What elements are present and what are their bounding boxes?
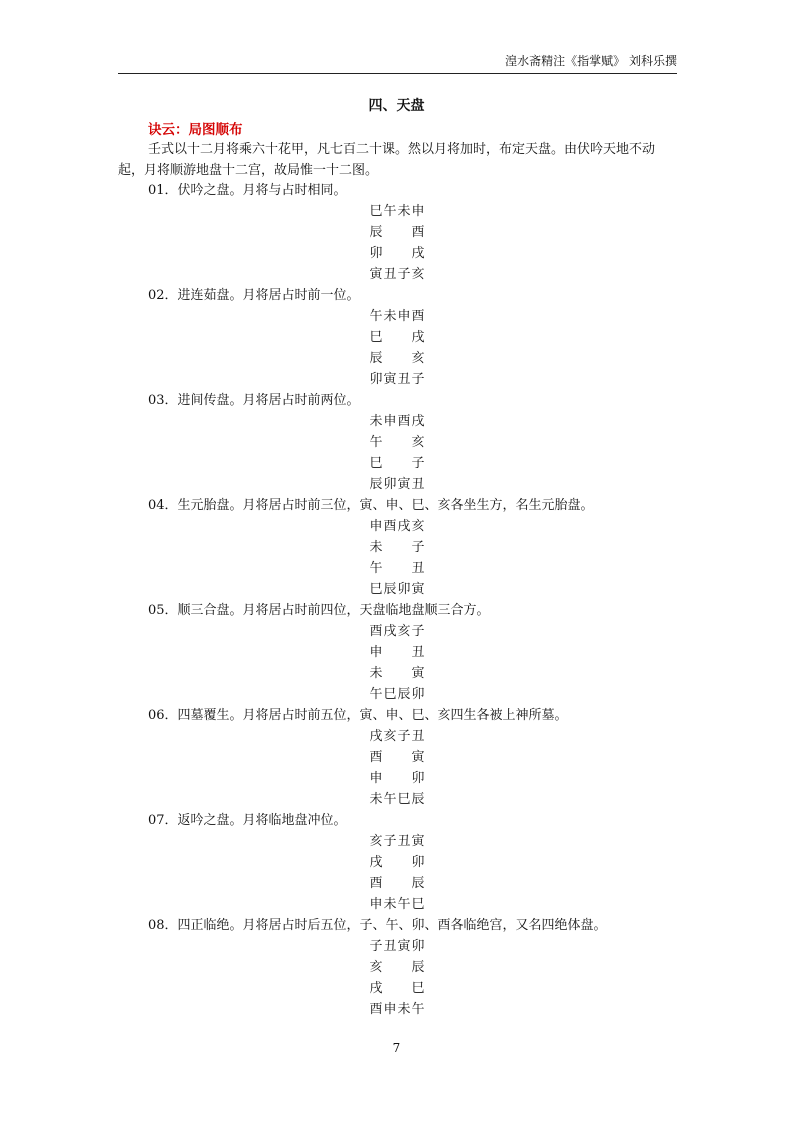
empty-cell (383, 558, 397, 579)
branch-cell: 亥 (369, 960, 383, 975)
branch-cell: 申 (369, 519, 383, 534)
branch-cell: 子 (411, 540, 425, 555)
branch-cell: 子 (369, 939, 383, 954)
branch-cell: 巳 (369, 204, 383, 219)
branch-cell: 寅 (411, 834, 425, 849)
empty-cell (397, 453, 411, 474)
empty-cell (397, 642, 411, 663)
chart-row (369, 978, 425, 999)
empty-cell (383, 873, 397, 894)
empty-cell (397, 327, 411, 348)
branch-cell: 戌 (383, 624, 397, 639)
branch-cell: 寅 (397, 477, 411, 492)
branch-cell: 午 (369, 687, 383, 702)
branch-cell: 未 (397, 204, 411, 219)
branch-cell: 辰 (369, 225, 383, 240)
branch-cell: 卯 (411, 687, 425, 702)
branch-cell: 戌 (411, 330, 425, 345)
branch-cell: 寅 (383, 372, 397, 387)
section-block (0, 915, 793, 1020)
branch-cell: 戌 (411, 246, 425, 261)
branch-cell: 巳 (369, 456, 383, 471)
branch-cell: 午 (383, 204, 397, 219)
branch-cell: 午 (369, 309, 383, 324)
branch-cell: 申 (369, 771, 383, 786)
intro-paragraph: 壬式以十二月将乘六十花甲，凡七百二十课。然以月将加时，布定天盘。由伏吟天地不动起，月将顺游地盘十二宫，故局惟一十二图。 (118, 142, 656, 178)
chart-row (369, 243, 425, 264)
branch-cell: 卯 (383, 477, 397, 492)
chart-row (369, 327, 425, 348)
section-title: 四、天盘 (368, 98, 425, 114)
section-item-title: 01．伏吟之盘。月将与占时相同。 (148, 183, 347, 198)
branch-cell: 丑 (411, 561, 425, 576)
branch-cell: 辰 (397, 687, 411, 702)
empty-cell (397, 957, 411, 978)
branch-cell: 未 (369, 792, 383, 807)
branch-cell: 巳 (411, 897, 425, 912)
empty-cell (383, 852, 397, 873)
empty-cell (397, 978, 411, 999)
branch-cell: 未 (369, 666, 383, 681)
branch-cell: 亥 (383, 729, 397, 744)
empty-cell (383, 747, 397, 768)
chart-row (369, 369, 425, 390)
chart-row (369, 579, 425, 600)
chart-row (369, 663, 425, 684)
empty-cell (383, 243, 397, 264)
empty-cell (383, 663, 397, 684)
branch-cell: 子 (397, 267, 411, 282)
branch-cell: 午 (383, 792, 397, 807)
branch-cell: 子 (411, 456, 425, 471)
branch-cell: 丑 (411, 477, 425, 492)
section-block (0, 600, 793, 705)
branch-cell: 未 (383, 309, 397, 324)
empty-cell (397, 768, 411, 789)
section-block (0, 285, 793, 390)
branch-cell: 午 (397, 897, 411, 912)
branch-cell: 寅 (411, 750, 425, 765)
branch-cell: 子 (383, 834, 397, 849)
branch-cell: 寅 (411, 582, 425, 597)
empty-cell (397, 537, 411, 558)
branch-cell: 午 (369, 435, 383, 450)
branch-cell: 亥 (411, 435, 425, 450)
empty-cell (397, 243, 411, 264)
page-number: 7 (392, 1041, 401, 1055)
branch-cell: 酉 (369, 624, 383, 639)
branch-cell: 戌 (411, 414, 425, 429)
branch-cell: 戌 (369, 981, 383, 996)
chart-row (369, 222, 425, 243)
branch-cell: 申 (369, 645, 383, 660)
chart-row (369, 936, 425, 957)
chart-row (369, 957, 425, 978)
branch-cell: 卯 (411, 939, 425, 954)
chart-row (369, 264, 425, 285)
branch-cell: 卯 (369, 246, 383, 261)
chart-row (369, 474, 425, 495)
branch-cell: 辰 (411, 960, 425, 975)
branch-cell: 巳 (383, 687, 397, 702)
chart-row (369, 201, 425, 222)
branch-cell: 寅 (411, 666, 425, 681)
branch-cell: 丑 (383, 939, 397, 954)
empty-cell (383, 222, 397, 243)
chart-row (369, 999, 425, 1020)
branch-cell: 申 (383, 1002, 397, 1017)
chart-row (369, 642, 425, 663)
branch-cell: 巳 (411, 981, 425, 996)
empty-cell (383, 978, 397, 999)
branch-cell: 子 (411, 372, 425, 387)
running-header: 湟水斋精注《指掌赋》 刘科乐撰 (118, 53, 677, 74)
empty-cell (383, 327, 397, 348)
branch-cell: 酉 (397, 414, 411, 429)
section-block (0, 180, 793, 285)
chart-row (369, 852, 425, 873)
section-block (0, 390, 793, 495)
branch-cell: 午 (411, 1002, 425, 1017)
branch-cell: 午 (369, 561, 383, 576)
branch-cell: 未 (383, 897, 397, 912)
empty-cell (383, 348, 397, 369)
verse-heading: 诀云：局图顺布 (148, 122, 243, 138)
branch-cell: 亥 (411, 519, 425, 534)
branch-cell: 巳 (369, 330, 383, 345)
section-item-title: 02．进连茹盘。月将居占时前一位。 (148, 288, 360, 303)
chart-row (369, 411, 425, 432)
chart-row (369, 621, 425, 642)
empty-cell (383, 432, 397, 453)
branch-cell: 未 (369, 414, 383, 429)
chart-row (369, 726, 425, 747)
branch-cell: 辰 (411, 876, 425, 891)
branch-cell: 酉 (369, 876, 383, 891)
branch-cell: 卯 (369, 372, 383, 387)
branch-cell: 巳 (369, 582, 383, 597)
chart-row (369, 747, 425, 768)
branch-cell: 子 (397, 729, 411, 744)
branch-cell: 寅 (397, 939, 411, 954)
branch-cell: 丑 (397, 834, 411, 849)
section-item-title: 08．四正临绝。月将居占时后五位，子、午、卯、酉各临绝宫，又名四绝体盘。 (148, 918, 607, 933)
chart-row (369, 537, 425, 558)
empty-cell (397, 558, 411, 579)
empty-cell (397, 852, 411, 873)
section-item-title: 05．顺三合盘。月将居占时前四位，天盘临地盘顺三合方。 (148, 603, 490, 618)
branch-cell: 申 (369, 897, 383, 912)
section-block (0, 810, 793, 915)
branch-cell: 丑 (411, 645, 425, 660)
chart-row (369, 432, 425, 453)
empty-cell (397, 747, 411, 768)
branch-cell: 亥 (397, 624, 411, 639)
branch-cell: 丑 (383, 267, 397, 282)
empty-cell (383, 957, 397, 978)
branch-cell: 卯 (397, 582, 411, 597)
branch-cell: 卯 (411, 855, 425, 870)
chart-row (369, 894, 425, 915)
empty-cell (383, 768, 397, 789)
branch-cell: 未 (397, 1002, 411, 1017)
empty-cell (397, 663, 411, 684)
chart-row (369, 768, 425, 789)
branch-cell: 申 (383, 414, 397, 429)
chart-row (369, 684, 425, 705)
branch-cell: 丑 (397, 372, 411, 387)
section-item-title: 06．四墓覆生。月将居占时前五位，寅、申、巳、亥四生各被上神所墓。 (148, 708, 568, 723)
chart-row (369, 789, 425, 810)
branch-cell: 卯 (411, 771, 425, 786)
branch-cell: 巳 (397, 792, 411, 807)
chart-row (369, 831, 425, 852)
section-item-title: 04．生元胎盘。月将居占时前三位，寅、申、巳、亥各坐生方，名生元胎盘。 (148, 498, 594, 513)
chart-row (369, 348, 425, 369)
branch-cell: 酉 (369, 1002, 383, 1017)
branch-cell: 申 (411, 204, 425, 219)
branch-cell: 申 (397, 309, 411, 324)
branch-cell: 辰 (383, 582, 397, 597)
chart-row (369, 453, 425, 474)
branch-cell: 亥 (369, 834, 383, 849)
branch-cell: 酉 (411, 225, 425, 240)
branch-cell: 戌 (369, 855, 383, 870)
section-block (0, 705, 793, 810)
chart-row (369, 306, 425, 327)
empty-cell (397, 873, 411, 894)
empty-cell (383, 642, 397, 663)
empty-cell (383, 453, 397, 474)
branch-cell: 辰 (411, 792, 425, 807)
empty-cell (383, 537, 397, 558)
branch-cell: 酉 (383, 519, 397, 534)
empty-cell (397, 222, 411, 243)
branch-cell: 丑 (411, 729, 425, 744)
empty-cell (397, 348, 411, 369)
chart-row (369, 558, 425, 579)
branch-cell: 戌 (369, 729, 383, 744)
section-item-title: 07．返吟之盘。月将临地盘冲位。 (148, 813, 347, 828)
branch-cell: 寅 (369, 267, 383, 282)
chart-row (369, 516, 425, 537)
section-block (0, 495, 793, 600)
chart-row (369, 873, 425, 894)
empty-cell (397, 432, 411, 453)
branch-cell: 戌 (397, 519, 411, 534)
branch-cell: 亥 (411, 351, 425, 366)
branch-cell: 子 (411, 624, 425, 639)
branch-cell: 亥 (411, 267, 425, 282)
branch-cell: 未 (369, 540, 383, 555)
branch-cell: 酉 (369, 750, 383, 765)
branch-cell: 酉 (411, 309, 425, 324)
branch-cell: 辰 (369, 477, 383, 492)
sections-list (0, 180, 793, 1020)
branch-cell: 辰 (369, 351, 383, 366)
section-item-title: 03．进间传盘。月将居占时前两位。 (148, 393, 360, 408)
